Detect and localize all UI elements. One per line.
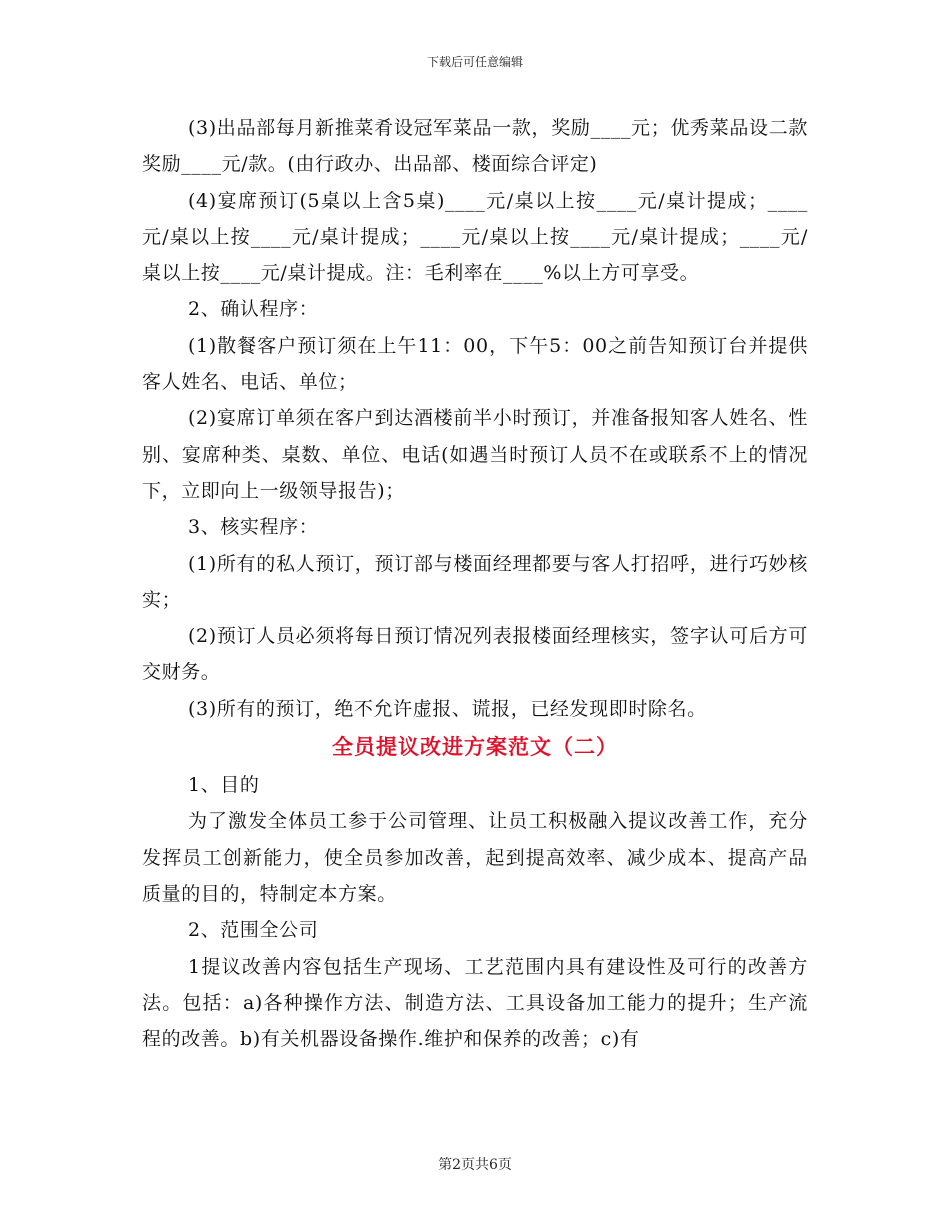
paragraph: (2)宴席订单须在客户到达酒楼前半小时预订，并准备报知客人姓名、性别、宴席种类、桌数、单位、电话(如遇当时预订人员不在或联系不上的情况下，立即向上一级领导报告)；: [142, 407, 808, 502]
paragraph: 为了激发全体员工参于公司管理、让员工积极融入提议改善工作，充分发挥员工创新能力，使全员参加改善，起到提高效率、减少成本、提高产品质量的目的，特制定本方案。: [142, 810, 808, 905]
paragraph: (1)散餐客户预订须在上午11：00，下午5：00之前告知预订台并提供客人姓名、电话、单位；: [142, 334, 808, 394]
paragraph: (3)出品部每月新推菜肴设冠军菜品一款，奖励____元；优秀菜品设二款奖励____元/款。(由行政办、出品部、楼面综合评定): [142, 117, 808, 176]
paragraph: (2)预订人员必须将每日预订情况列表报楼面经理核实，签字认可后方可交财务。: [142, 625, 808, 684]
document-body: [142, 110, 808, 1057]
paragraph: 1提议改善内容包括生产现场、工艺范围内具有建设性及可行的改善方法。包括：a)各种操作方法、制造方法、工具设备加工能力的提升；生产流程的改善。b)有关机器设备操作.维护和保养的改善；c)有: [142, 955, 808, 1051]
paragraph: (1)所有的私人预订，预订部与楼面经理都要与客人打招呼，进行巧妙核实；: [142, 552, 808, 611]
paragraph: (3)所有的预订，绝不允许虚报、谎报，已经发现即时除名。: [188, 697, 707, 720]
paragraph: 2、范围全公司: [188, 919, 319, 942]
section-title: 全员提议改进方案范文（二）: [332, 734, 618, 760]
page-footer: 第2页共6页: [438, 1157, 512, 1173]
page-header: 下载后可任意编辑: [426, 55, 523, 69]
paragraph: (4)宴席预订(5桌以上含5桌)____元/桌以上按____元/桌计提成；____元/桌以上按____元/桌计提成；____元/桌以上按____元/桌计提成；____元/桌以上按____元/桌计提成。注：毛利率在____%以上方可享受。: [142, 189, 808, 285]
paragraph: 1、目的: [188, 774, 260, 797]
paragraph: 3、核实程序：: [188, 516, 319, 539]
paragraph: 2、确认程序：: [188, 298, 319, 321]
